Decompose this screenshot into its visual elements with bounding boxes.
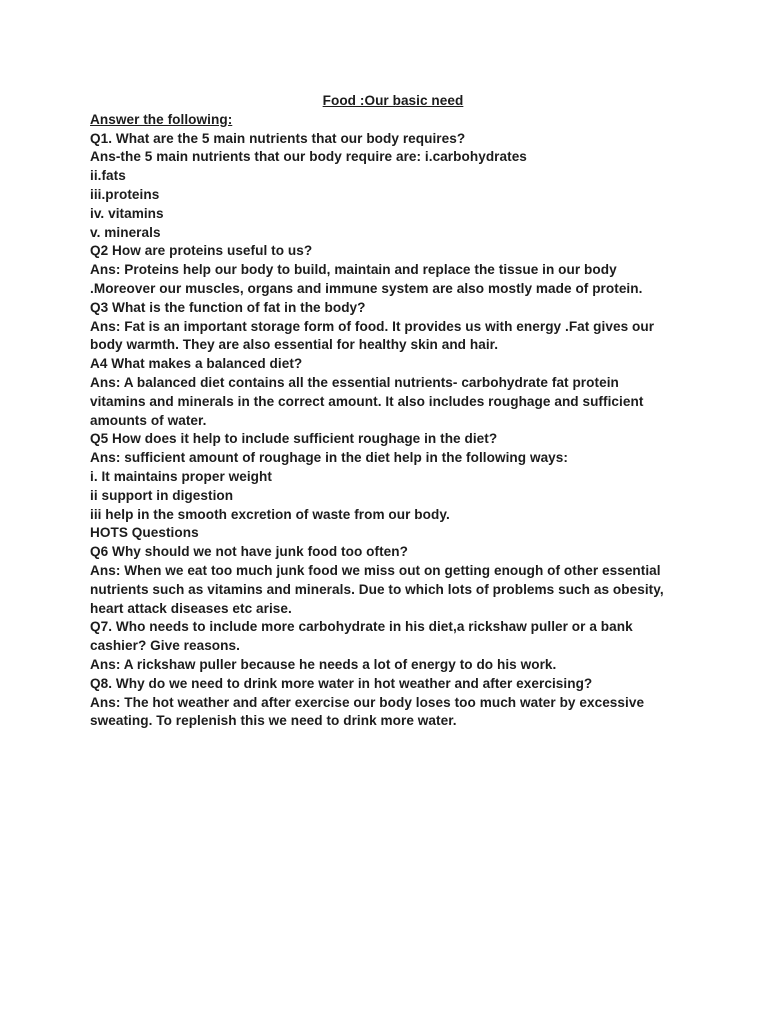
text-line: iii.proteins [90,186,160,202]
text-line: Q1. What are the 5 main nutrients that our body requires? [90,130,466,146]
text-line: Q3 What is the function of fat in the body? [90,299,366,315]
text-line: ii support in digestion [90,487,234,503]
text-line: Ans: sufficient amount of roughage in the diet help in the following ways: [90,450,568,466]
text-line: Ans: Fat is an important storage form of food. It provides us with energy .Fat gives our [90,318,655,334]
text-line: Ans: Proteins help our body to build, maintain and replace the tissue in our body [90,262,617,278]
text-line: Ans: A rickshaw puller because he needs a lot of energy to do his work. [90,656,557,672]
text-line: Q2 How are proteins useful to us? [90,243,313,259]
text-line: nutrients such as vitamins and minerals. Due to which lots of problems such as obesity, [90,581,664,597]
text-line: v. minerals [90,224,161,240]
text-line: ii.fats [90,168,126,184]
text-line: sweating. To replenish this we need to drink more water. [90,713,457,729]
text-line: Q8. Why do we need to drink more water in hot weather and after exercising? [90,675,593,691]
text-line: body warmth. They are also essential for healthy skin and hair. [90,337,499,353]
text-line: .Moreover our muscles, organs and immune system are also mostly made of protein. [90,280,643,296]
document-body [90,92,690,731]
text-line: heart attack diseases etc arise. [90,600,292,616]
document-title: Food :Our basic need [322,93,464,108]
text-line: iv. vitamins [90,205,164,221]
text-line: amounts of water. [90,412,207,428]
text-line: HOTS Questions [90,525,199,541]
text-line: Q5 How does it help to include sufficient roughage in the diet? [90,431,498,447]
text-line: Q6 Why should we not have junk food too often? [90,544,408,560]
text-line: vitamins and minerals in the correct amount. It also includes roughage and sufficient [90,393,644,409]
section-heading: Answer the following: [90,111,233,127]
text-line: cashier? Give reasons. [90,638,240,654]
text-line: Ans-the 5 main nutrients that our body require are: i.carbohydrates [90,149,527,165]
text-line: Ans: A balanced diet contains all the essential nutrients- carbohydrate fat protein [90,374,619,390]
text-line: Ans: The hot weather and after exercise our body loses too much water by excessive [90,694,645,710]
text-line: Q7. Who needs to include more carbohydrate in his diet,a rickshaw puller or a bank [90,619,633,635]
text-line: i. It maintains proper weight [90,468,272,484]
text-line: Ans: When we eat too much junk food we miss out on getting enough of other essential [90,562,661,578]
text-line: iii help in the smooth excretion of waste from our body. [90,506,450,522]
text-line: A4 What makes a balanced diet? [90,356,303,372]
